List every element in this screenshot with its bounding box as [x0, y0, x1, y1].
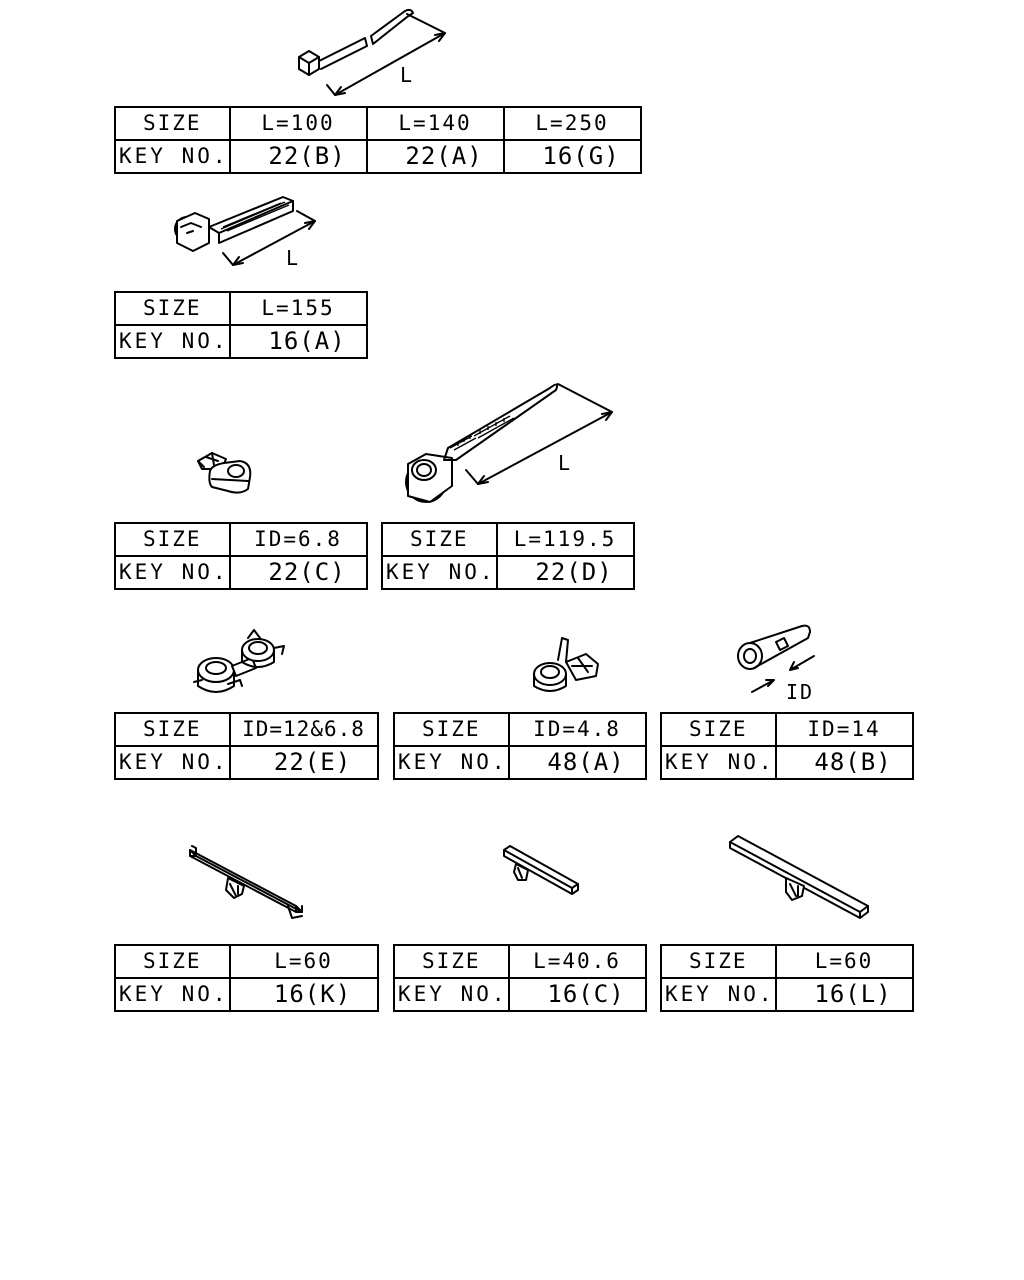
key-row — [115, 978, 378, 1011]
size-key-table — [660, 712, 914, 780]
size-header: SIZE — [394, 945, 509, 978]
size-row — [394, 713, 646, 746]
short-bar-clip-drawing — [496, 844, 584, 894]
key-header: KEY NO. — [394, 746, 509, 779]
size-value: ID=12&6.8 — [230, 713, 378, 746]
size-row — [115, 523, 367, 556]
size-value: L=155 — [230, 292, 367, 325]
key-row — [661, 978, 913, 1011]
size-header: SIZE — [115, 713, 230, 746]
key-value: 22(A) — [367, 140, 504, 173]
size-value: ID=14 — [776, 713, 913, 746]
size-value: ID=4.8 — [509, 713, 646, 746]
size-key-table — [114, 712, 379, 780]
size-header: SIZE — [115, 945, 230, 978]
length-dimension-label: L — [286, 246, 301, 270]
size-value: L=119.5 — [497, 523, 634, 556]
size-row — [115, 292, 367, 325]
size-header: SIZE — [661, 713, 776, 746]
size-value: ID=6.8 — [230, 523, 367, 556]
double-clip-drawing — [192, 628, 292, 696]
key-header: KEY NO. — [394, 978, 509, 1011]
key-row — [382, 556, 634, 589]
key-row — [394, 746, 646, 779]
id-dimension-label: ID — [786, 680, 815, 704]
size-value: L=250 — [504, 107, 641, 140]
long-bar-clip-drawing — [726, 832, 874, 924]
key-value: 16(C) — [509, 978, 646, 1011]
size-row — [394, 945, 646, 978]
key-value: 22(B) — [230, 140, 367, 173]
size-key-table — [114, 106, 642, 174]
size-row — [382, 523, 634, 556]
key-value: 48(A) — [509, 746, 646, 779]
cable-tie-long-drawing — [295, 5, 455, 100]
key-header: KEY NO. — [661, 746, 776, 779]
key-value: 22(D) — [497, 556, 634, 589]
size-header: SIZE — [115, 523, 230, 556]
key-header: KEY NO. — [115, 746, 230, 779]
size-row — [115, 107, 641, 140]
size-header: SIZE — [394, 713, 509, 746]
size-key-table — [393, 712, 647, 780]
key-header: KEY NO. — [115, 140, 230, 173]
size-header: SIZE — [661, 945, 776, 978]
size-key-table — [660, 944, 914, 1012]
size-row — [661, 945, 913, 978]
key-row — [394, 978, 646, 1011]
size-key-table — [114, 291, 368, 359]
size-key-table — [381, 522, 635, 590]
key-value: 16(K) — [230, 978, 378, 1011]
size-value: L=140 — [367, 107, 504, 140]
size-key-table — [393, 944, 647, 1012]
key-row — [115, 556, 367, 589]
size-header: SIZE — [115, 107, 230, 140]
key-value: 16(G) — [504, 140, 641, 173]
size-value: L=60 — [230, 945, 378, 978]
key-value: 22(E) — [230, 746, 378, 779]
size-value: L=100 — [230, 107, 367, 140]
size-row — [115, 713, 378, 746]
key-header: KEY NO. — [661, 978, 776, 1011]
small-clip-drawing — [528, 636, 606, 696]
key-value: 22(C) — [230, 556, 367, 589]
clip-drawing — [192, 449, 257, 497]
size-key-table — [114, 522, 368, 590]
size-value: L=40.6 — [509, 945, 646, 978]
cable-tie-mount-drawing — [165, 193, 325, 273]
key-header: KEY NO. — [115, 978, 230, 1011]
length-dimension-label: L — [400, 63, 415, 87]
key-value: 48(B) — [776, 746, 913, 779]
key-value: 16(A) — [230, 325, 367, 358]
size-row — [115, 945, 378, 978]
key-header: KEY NO. — [115, 556, 230, 589]
key-row — [115, 325, 367, 358]
size-header: SIZE — [115, 292, 230, 325]
size-header: SIZE — [382, 523, 497, 556]
key-row — [115, 140, 641, 173]
length-dimension-label: L — [558, 451, 573, 475]
key-value: 16(L) — [776, 978, 913, 1011]
bar-clip-drawing — [184, 842, 310, 920]
size-value: L=60 — [776, 945, 913, 978]
size-key-table — [114, 944, 379, 1012]
key-header: KEY NO. — [382, 556, 497, 589]
key-header: KEY NO. — [115, 325, 230, 358]
key-row — [661, 746, 913, 779]
key-row — [115, 746, 378, 779]
size-row — [661, 713, 913, 746]
cable-tie-barrel-drawing — [400, 378, 620, 510]
